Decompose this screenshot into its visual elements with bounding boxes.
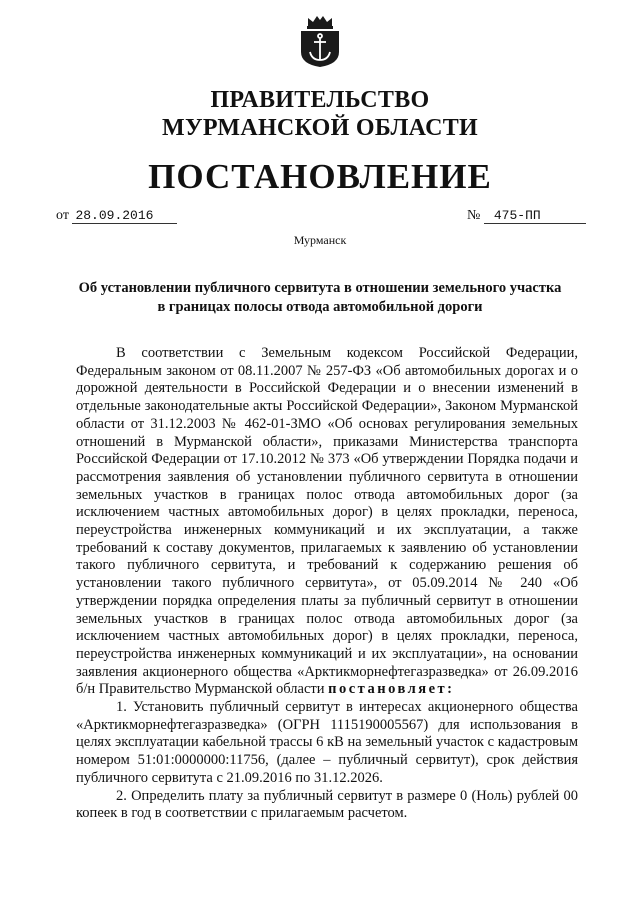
preamble-paragraph — [76, 345, 578, 699]
subject-line: Об установлении публичного сервитута в отношении земельного участка — [78, 280, 562, 296]
clause-2: 2. Определить плату за публичный сервитут в размере 0 (Ноль) рублей 00 копеек в год в соответствии с прилагаемым расчетом. — [76, 787, 578, 822]
date-value: 28.09.2016 — [72, 208, 177, 224]
document-date — [56, 208, 177, 224]
number-prefix: № — [467, 208, 481, 223]
resolves-word: постановляет: — [328, 681, 455, 698]
number-value: 475-ПП — [484, 208, 586, 224]
subject-line: в границах полосы отвода автомобильной дороги — [157, 299, 483, 315]
document-type: ПОСТАНОВЛЕНИЕ — [148, 157, 492, 196]
document-subject — [70, 279, 570, 317]
region-title: МУРМАНСКОЙ ОБЛАСТИ — [162, 115, 478, 141]
crown — [307, 16, 333, 29]
government-title: ПРАВИТЕЛЬСТВО — [210, 87, 430, 113]
document-number — [467, 208, 586, 224]
murmansk-coat-of-arms-icon — [295, 14, 345, 68]
clause-1: 1. Установить публичный сервитут в интересах акционерного общества «Арктикморнефтегазразведка» (ОГРН 1115190005567) для использования в целях эксплуатации кабельной трассы 6 кВ на земельный участок с кадастровым номером 51:01:0000000:11756, (далее – публичный сервитут), срок действия публичного сервитута с 21.09.2016 по 31.12.2026. — [76, 699, 578, 786]
document-body — [76, 345, 578, 823]
date-prefix: от — [56, 208, 69, 223]
city: Мурманск — [293, 233, 347, 247]
preamble-text: В соответствии с Земельным кодексом Российской Федерации, Федеральным законом от 08.11.2007 № 257-ФЗ «Об автомобильных дорогах и о дорожной деятельности в Российской Федерации и о внесении изменений в отдельные законодательные акты Российской Федерации», Законом Мурманской области от 31.12.2003 № 462-01-ЗМО «Об основах регулирования земельных отношений в Мурманской области», приказами Министерства транспорта Российской Федерации от 17.10.2012 № 373 «Об утверждении Порядка подачи и рассмотрения заявления об установлении публичного сервитута в отношении земельных участков в границах полос отвода автомобильных дорог (за исключением частных автомобильных дорог) в целях прокладки, переноса, переустройства инженерных коммуникаций и их эксплуатации, а также требований к составу документов, прилагаемых к заявлению об установлении такого публичного сервитута, и требований к содержанию решения об установлении такого публичного сервитута», от 05.09.2014 № 240 «Об утверждении порядка определения платы за публичный сервитут в отношении земельных участков в границах полос отвода автомобильных дорог (за исключением частных автомобильных дорог) в целях прокладки, переноса, переустройства инженерных коммуникаций и их эксплуатации», на основании заявления акционерного общества «Арктикморнефтегазразведка» от 26.09.2016 б/н Правительство Мурманской области — [76, 345, 578, 698]
